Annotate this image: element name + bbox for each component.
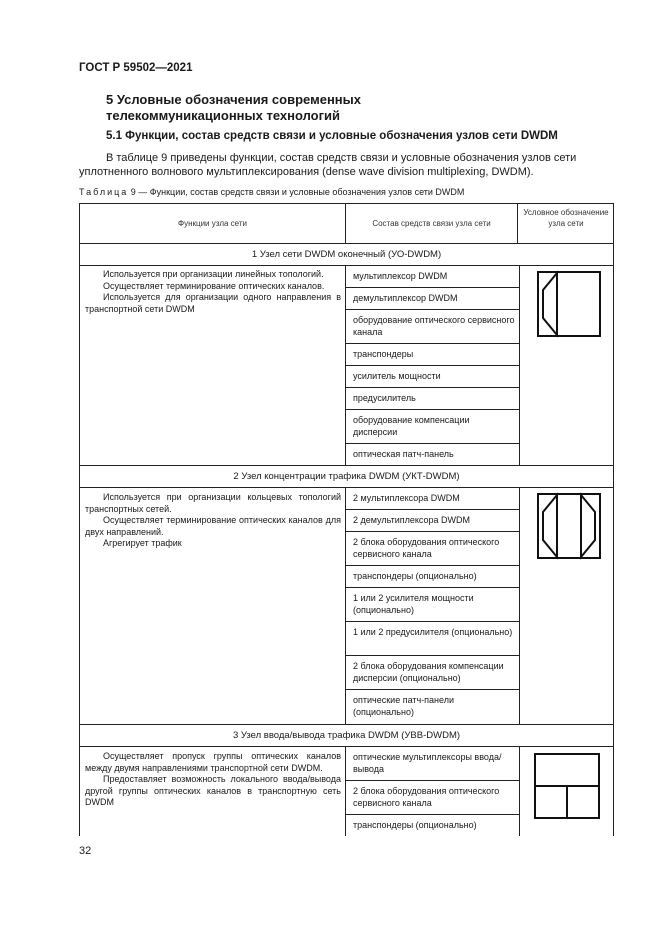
description-terminal-node	[85, 269, 341, 315]
list-item: предусилитель	[353, 393, 416, 403]
description-line: Осуществляет пропуск группы оптических каналов между двумя направлениями транспортной сети DWDM.	[85, 751, 341, 773]
list-item: усилитель мощности	[353, 371, 441, 381]
description-line: Осуществляет терминирование оптических каналов для двух направлений.	[85, 515, 341, 537]
subsection-title: 5.1 Функции, состав средств связи и условные обозначения узлов сети DWDM	[106, 130, 558, 142]
document-code: ГОСТ Р 59502—2021	[79, 62, 193, 74]
list-item: 2 мультиплексора DWDM	[353, 493, 460, 503]
description-add-drop-node	[85, 751, 341, 809]
terminal-node-icon	[537, 271, 601, 337]
list-item: мультиплексор DWDM	[353, 271, 448, 281]
description-line: Используется для организации одного направления в транспортной сети DWDM	[85, 292, 341, 314]
list-item: 2 блока оборудования компенсации дисперсии (опционально)	[353, 661, 504, 683]
section-row-terminal-node: 1 Узел сети DWDM оконечный (УО-DWDM)	[251, 249, 442, 260]
section-row-add-drop-node: 3 Узел ввода/вывода трафика DWDM (УВВ-DWDM)	[232, 730, 461, 741]
table-caption	[79, 187, 464, 197]
section-title: 5 Условные обозначения современных телекоммуникационных технологий	[106, 92, 361, 123]
description-line: Агрегирует трафик	[103, 538, 182, 548]
column-header-functions: Функции узла сети	[178, 219, 247, 228]
table-caption-word: Таблица	[79, 187, 129, 197]
column-header-symbol: Условное обозначение узла сети	[523, 208, 609, 228]
list-item: демультиплексор DWDM	[353, 293, 458, 303]
list-item: оборудование компенсации дисперсии	[353, 415, 470, 437]
list-item: 2 блока оборудования оптического сервисного канала	[353, 786, 500, 808]
list-item: оборудование оптического сервисного канала	[353, 315, 515, 337]
list-item: оптические мультиплексоры ввода/вывода	[353, 752, 502, 774]
intro-paragraph: В таблице 9 приведены функции, состав средств связи и условные обозначения узлов сети уплотненного волнового мультиплексирования (dense wave division multiplexing, DWDM).	[79, 152, 577, 178]
list-item: оптические патч-панели (опционально)	[353, 695, 455, 717]
page-number: 32	[79, 845, 92, 857]
description-line: Используется при организации кольцевых топологий транспортных сетей.	[85, 492, 341, 514]
list-item: 2 блока оборудования оптического сервисного канала	[353, 537, 500, 559]
column-header-composition: Состав средств связи узла сети	[372, 219, 491, 228]
list-item: транспондеры	[353, 349, 414, 359]
description-line: Осуществляет терминирование оптических каналов.	[103, 280, 325, 291]
list-item: оптическая патч-панель	[353, 449, 454, 459]
table-caption-text: 9 — Функции, состав средств связи и условные обозначения узлов сети DWDM	[128, 187, 465, 197]
description-concentration-node	[85, 492, 341, 550]
list-item: транспондеры (опционально)	[353, 571, 477, 581]
traffic-concentration-node-icon	[537, 493, 601, 559]
add-drop-node-icon	[534, 753, 600, 819]
list-item: транспондеры (опционально)	[353, 820, 477, 830]
list-item: 1 или 2 усилителя мощности (опционально)	[353, 593, 474, 615]
section-row-concentration-node: 2 Узел концентрации трафика DWDM (УКТ-DWDM)	[233, 471, 460, 482]
list-item: 2 демультиплексора DWDM	[353, 515, 471, 525]
description-line: Используется при организации линейных топологий.	[103, 269, 324, 279]
list-item: 1 или 2 предусилителя (опционально)	[353, 627, 513, 637]
description-line: Предоставляет возможность локального ввода/вывода другой группы оптических каналов в транспортную сеть DWDM	[85, 774, 341, 807]
